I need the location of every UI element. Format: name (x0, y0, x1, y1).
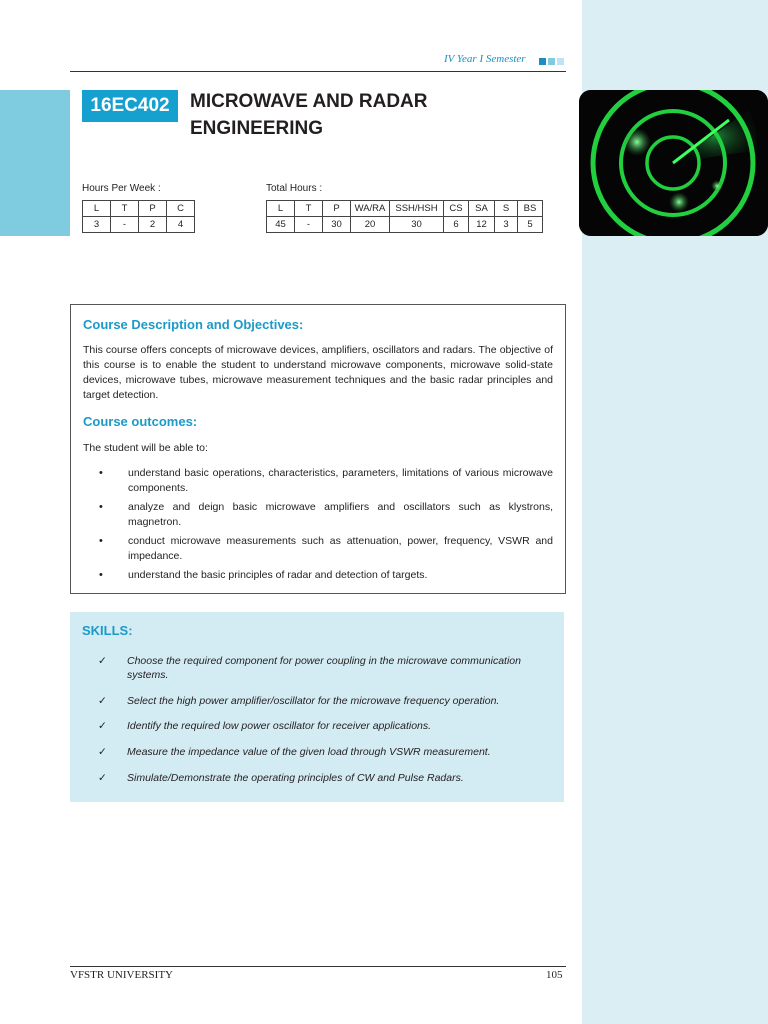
bullet-icon: • (99, 467, 103, 479)
hours-per-week-label: Hours Per Week : (82, 183, 161, 194)
checkmark-icon: ✓ (98, 655, 107, 667)
outcome-text: understand basic operations, characteristics, parameters, limitations of various microwave components. (128, 467, 553, 494)
checkmark-icon: ✓ (98, 720, 107, 732)
bullet-icon: • (99, 535, 103, 547)
hours-per-week-table (82, 200, 195, 233)
th-value-wara: 20 (351, 217, 390, 233)
checkmark-icon: ✓ (98, 772, 107, 784)
th-value-cs: 6 (444, 217, 469, 233)
outcomes-heading: Course outcomes: (83, 414, 198, 429)
page-number: 105 (546, 969, 563, 981)
hpw-header-l: L (83, 201, 111, 217)
th-header-sshhsh: SSH/HSH (390, 201, 444, 217)
footer-university: VFSTR UNIVERSITY (70, 969, 173, 981)
footer-rule (70, 966, 566, 967)
outcome-text: understand the basic principles of radar and detection of targets. (128, 569, 428, 581)
hpw-value-l: 3 (83, 217, 111, 233)
semester-header: IV Year I Semester (444, 53, 526, 65)
outcome-text: analyze and deign basic microwave amplifiers and oscillators such as klystrons, magnetron. (128, 501, 553, 528)
th-header-bs: BS (518, 201, 543, 217)
total-hours-label: Total Hours : (266, 183, 323, 194)
course-title (190, 88, 490, 142)
total-hours-table (266, 200, 543, 233)
th-value-sa: 12 (469, 217, 495, 233)
square-icon (548, 58, 555, 65)
th-value-sshhsh: 30 (390, 217, 444, 233)
hpw-value-c: 4 (167, 217, 195, 233)
hpw-header-c: C (167, 201, 195, 217)
th-value-t: - (295, 217, 323, 233)
skill-text: Select the high power amplifier/oscillator for the microwave frequency operation. (127, 695, 500, 707)
course-title-line2: ENGINEERING (190, 118, 324, 139)
hpw-header-p: P (139, 201, 167, 217)
header-rule (70, 71, 566, 72)
th-header-l: L (267, 201, 295, 217)
bullet-icon: • (99, 501, 103, 513)
radar-image (579, 90, 768, 236)
skill-text: Simulate/Demonstrate the operating principles of CW and Pulse Radars. (127, 772, 464, 784)
skill-text: Choose the required component for power coupling in the microwave communication systems. (127, 655, 521, 681)
th-value-p: 30 (323, 217, 351, 233)
th-value-l: 45 (267, 217, 295, 233)
skill-text: Identify the required low power oscillator for receiver applications. (127, 720, 432, 732)
outcome-text: conduct microwave measurements such as attenuation, power, frequency, VSWR and impedance. (128, 535, 553, 562)
course-title-line1: MICROWAVE AND RADAR (190, 91, 428, 112)
square-icon (557, 58, 564, 65)
square-icon (539, 58, 546, 65)
checkmark-icon: ✓ (98, 695, 107, 707)
bullet-icon: • (99, 569, 103, 581)
course-description-box (70, 304, 566, 594)
th-header-wara: WA/RA (351, 201, 390, 217)
skills-box (70, 612, 564, 802)
th-value-s: 3 (495, 217, 518, 233)
description-heading: Course Description and Objectives: (83, 317, 304, 332)
th-header-t: T (295, 201, 323, 217)
course-code: 16EC402 (82, 90, 178, 122)
outcomes-intro: The student will be able to: (83, 442, 208, 454)
hpw-value-t: - (111, 217, 139, 233)
hpw-value-p: 2 (139, 217, 167, 233)
left-color-tab (0, 90, 70, 236)
description-text: This course offers concepts of microwave devices, amplifiers, oscillators and radars. The objective of this course is to enable the student to understand microwave components, microwave solid-state devices, microwave tubes, microwave measurement techniques and the basic radar principles and target detection. (83, 344, 553, 401)
th-header-cs: CS (444, 201, 469, 217)
skill-text: Measure the impedance value of the given load through VSWR measurement. (127, 746, 491, 758)
checkmark-icon: ✓ (98, 746, 107, 758)
hpw-header-t: T (111, 201, 139, 217)
th-header-sa: SA (469, 201, 495, 217)
th-value-bs: 5 (518, 217, 543, 233)
radar-icon (579, 90, 768, 236)
th-header-s: S (495, 201, 518, 217)
skills-heading: SKILLS: (82, 623, 133, 638)
header-squares (539, 58, 564, 65)
th-header-p: P (323, 201, 351, 217)
